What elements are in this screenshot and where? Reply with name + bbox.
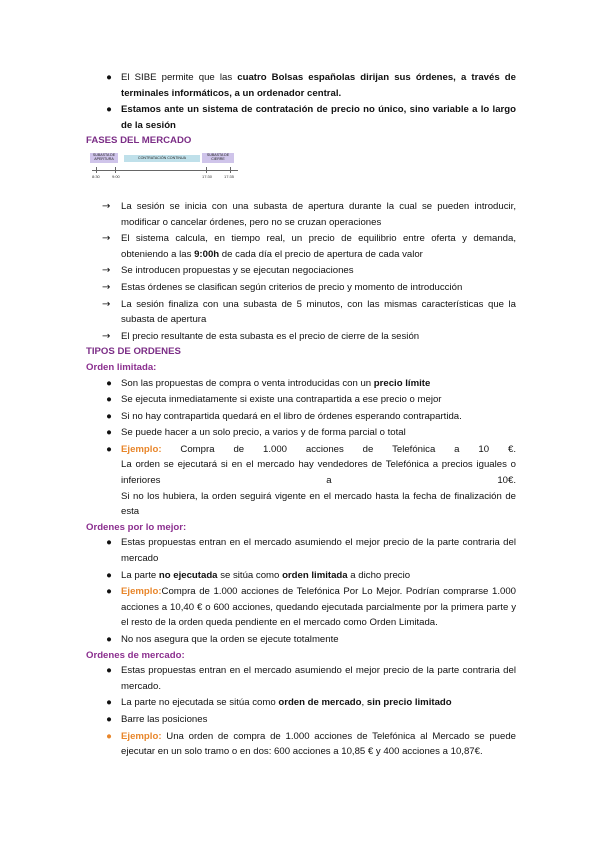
item-bold: precio límite: [373, 377, 431, 389]
item-text: Estas propuestas entran en el mercado asumiendo el mejor precio de la parte contraria del mercado.: [121, 665, 516, 692]
example-text: Compra de 1.000 acciones de Telefónica a 10 €.: [180, 443, 516, 455]
bullet-icon: ●: [106, 377, 112, 389]
arrow-right-icon: →: [102, 330, 111, 342]
item-text: Se puede hacer a un solo precio, a varios y de forma parcial o total: [121, 427, 406, 439]
time-label: 9:00: [112, 173, 120, 179]
list-item: [86, 695, 516, 711]
document-body: [86, 70, 516, 760]
time-label: 8:30: [92, 173, 100, 179]
section-title-fases: FASES DEL MERCADO: [86, 135, 192, 147]
item-text: Estas propuestas entran en el mercado asumiendo el mejor precio de la parte contraria del mercado: [121, 537, 516, 565]
phase-step-text: Se introducen propuestas y se ejecutan negociaciones: [121, 265, 354, 277]
list-item: [86, 376, 516, 392]
list-item: [86, 425, 516, 441]
example-label: Ejemplo:: [121, 730, 162, 742]
bullet-icon: ●: [106, 104, 112, 116]
arrow-right-icon: →: [102, 233, 111, 245]
phase-step-text: de cada día el precio de apertura de cada valor: [219, 248, 423, 260]
bullet-icon: ●: [106, 730, 112, 742]
bullet-icon: ●: [106, 634, 112, 645]
example-text: Si no los hubiera, la orden seguirá vigente en el mercado hasta la fecha de finalización de esta: [121, 490, 516, 518]
list-item: [86, 409, 516, 425]
timeline-axis: [92, 170, 238, 171]
item-bold: sin precio limitado: [366, 697, 452, 709]
intro-bold-text: Estamos ante un sistema de contratación de precio no único, sino variable a lo largo de la sesión: [121, 104, 516, 131]
intro-bullet-1: [86, 70, 516, 101]
timeline-tick: [230, 167, 231, 173]
subsection-title-mercado: Ordenes de mercado:: [86, 649, 185, 661]
bullet-icon: ●: [106, 410, 112, 422]
phase-step: [86, 297, 516, 328]
item-text: Se ejecuta inmediatamente si existe una contrapartida a ese precio o mejor: [121, 394, 442, 406]
arrow-right-icon: →: [102, 298, 111, 310]
item-bold: no ejecutada: [158, 569, 218, 581]
phase-step-bold: 9:00h: [194, 248, 220, 260]
phase-step-text: El precio resultante de esta subasta es el precio de cierre de la sesión: [121, 330, 420, 342]
bullet-icon: ●: [106, 427, 112, 439]
item-text: La parte: [121, 569, 159, 581]
example-label: Ejemplo:: [121, 586, 162, 598]
bullet-icon: ●: [106, 586, 112, 598]
phase-box-cierre: SUBASTA DE CIERRE: [202, 153, 234, 163]
market-phases-timeline: [88, 153, 258, 187]
item-text: Si no hay contrapartida quedará en el libro de órdenes esperando contrapartida.: [121, 410, 462, 422]
list-item: [86, 535, 516, 566]
subsection-title-limitada: Orden limitada:: [86, 361, 157, 373]
bullet-icon: ●: [106, 394, 112, 406]
arrow-right-icon: →: [102, 281, 111, 293]
phase-step: [86, 263, 516, 279]
example-label: Ejemplo:: [121, 443, 162, 455]
item-text: Son las propuestas de compra o venta introducidas con un: [121, 377, 374, 389]
arrow-right-icon: →: [102, 265, 111, 277]
item-text: La parte no ejecutada se sitúa como: [121, 697, 279, 709]
intro-bold-text: cuatro Bolsas españolas dirijan sus órdenes, a través de terminales informáticos, a un ordenador central.: [121, 72, 516, 99]
list-item: [86, 663, 516, 694]
subsection-title-mejor: Ordenes por lo mejor:: [86, 521, 187, 533]
bullet-icon: ●: [106, 569, 112, 581]
bullet-icon: ●: [106, 665, 112, 677]
timeline-tick: [96, 167, 97, 173]
phase-box-apertura: SUBASTA DE APERTURA: [90, 153, 118, 163]
phase-step: [86, 280, 516, 296]
phase-step: [86, 199, 516, 230]
intro-bullet-2: [86, 102, 516, 133]
bullet-icon: ●: [106, 72, 112, 83]
time-label: 17:35: [224, 173, 235, 179]
phase-step-text: La sesión finaliza con una subasta de 5 minutos, con las mismas características que la subasta de apertura: [121, 298, 516, 326]
item-text: a dicho precio: [347, 569, 411, 581]
section-title-tipos: TIPOS DE ORDENES: [86, 346, 181, 358]
example-item: [86, 729, 516, 760]
list-item: [86, 568, 516, 584]
list-item: [86, 392, 516, 408]
item-text: No nos asegura que la orden se ejecute totalmente: [121, 634, 339, 645]
item-bold: orden limitada: [282, 569, 348, 581]
time-label: 17:30: [202, 173, 213, 179]
timeline-tick: [115, 167, 116, 173]
timeline-tick: [206, 167, 207, 173]
list-item: [86, 712, 516, 728]
bullet-icon: ●: [106, 443, 112, 455]
phase-step-text: La sesión se inicia con una subasta de apertura durante la cual se pueden introducir, modificar o cancelar órdenes, pero no se cruzan operaciones: [121, 200, 516, 228]
arrow-right-icon: →: [102, 200, 111, 212]
phase-step: [86, 231, 516, 262]
example-text: La orden se ejecutará si en el mercado hay vendedores de Telefónica a precios iguales o inferiores a 10€.: [121, 459, 516, 487]
bullet-icon: ●: [106, 713, 112, 725]
list-item: [86, 632, 516, 648]
item-text: ,: [361, 697, 367, 709]
example-item: [86, 442, 516, 520]
example-text: Compra de 1.000 acciones de Telefónica Por Lo Mejor. Podrían comprarse 1.000 acciones a 10,40 € o 600 acciones, quedando ejecutada parcialmente por la primera parte y el resto de la orden queda pendiente en el mercado como Orden Limitada.: [121, 586, 516, 629]
item-bold: orden de mercado: [278, 697, 362, 709]
intro-text: El SIBE permite que las: [121, 72, 238, 83]
phase-box-continua: CONTRATACIÓN CONTINUA: [124, 155, 200, 162]
item-text: Barre las posiciones: [121, 713, 208, 725]
item-text: se sitúa como: [217, 569, 283, 581]
example-text: Una orden de compra de 1.000 acciones de Telefónica al Mercado se puede ejecutar en un solo tramo o en dos: 600 acciones a 10,85 € y 400 acciones a 10,87€.: [121, 730, 516, 758]
phase-step-text: El sistema calcula, en tiempo real, un precio de equilibrio entre oferta y demanda, obteniendo a las: [121, 233, 516, 260]
phase-step-text: Estas órdenes se clasifican según criterios de precio y momento de introducción: [121, 281, 463, 293]
bullet-icon: ●: [106, 697, 112, 709]
example-item: [86, 584, 516, 631]
bullet-icon: ●: [106, 537, 112, 549]
phase-step: [86, 329, 516, 345]
